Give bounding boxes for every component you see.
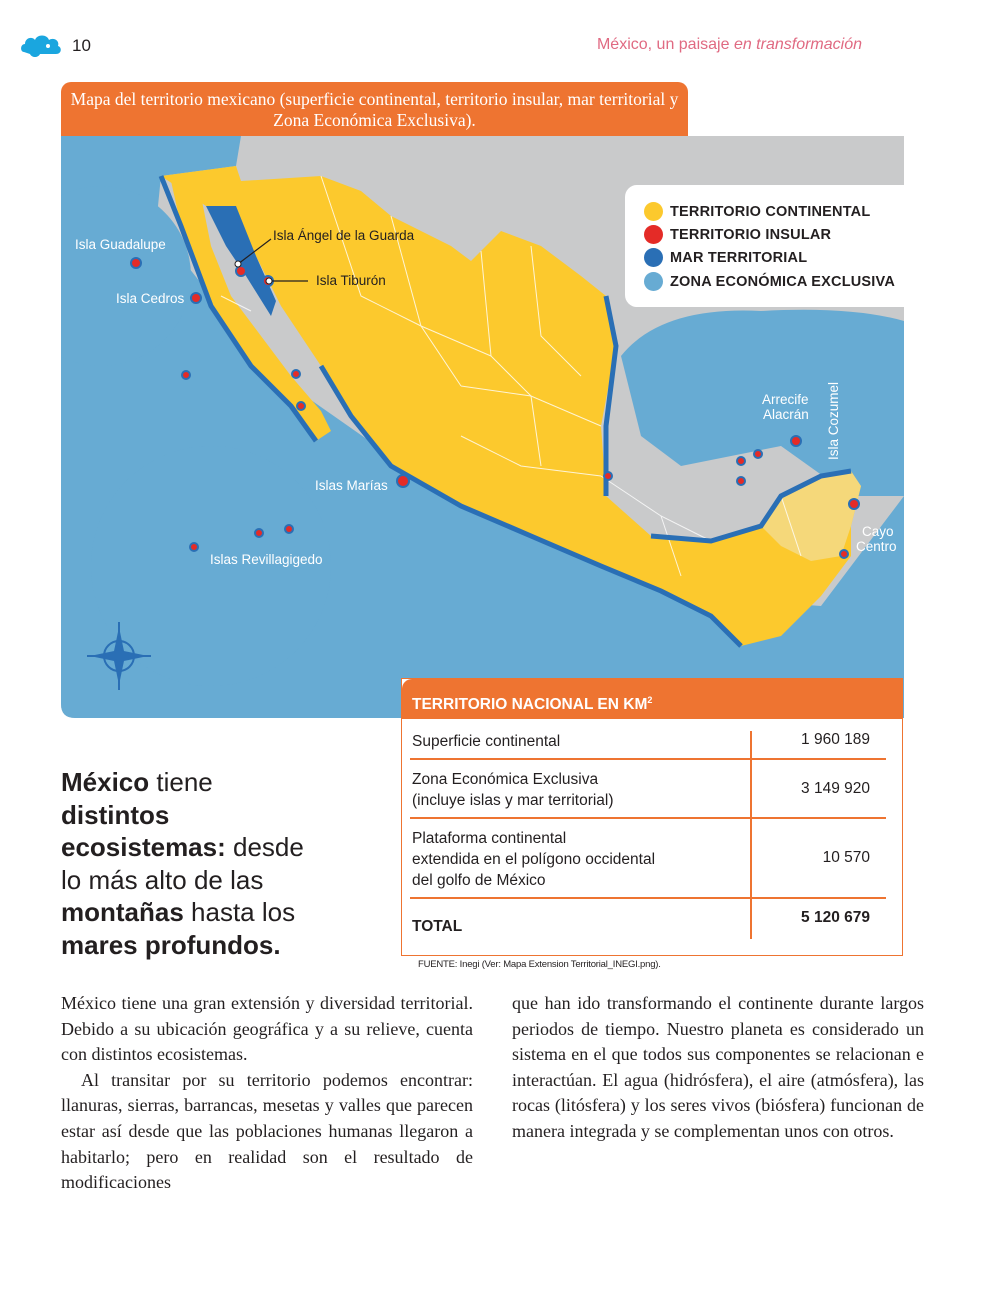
table-row-value: 1 960 189 — [801, 731, 870, 748]
table-row-label-line: Superficie continental — [412, 733, 561, 750]
pullquote — [61, 766, 351, 962]
label-islas-marias: Islas Marías — [315, 478, 388, 493]
map-legend — [625, 185, 904, 307]
body-paragraph: México tiene una gran extensión y diversidad territorial. Debido a su ubicación geográfica y a su relieve, cuenta con distintos ecosistemas. — [61, 993, 473, 1065]
pullquote-bold: ecosistemas: — [61, 832, 226, 863]
table-title-sup: 2 — [647, 695, 653, 705]
legend-dot-insular — [644, 225, 663, 244]
table-title-text: TERRITORIO NACIONAL EN KM — [412, 696, 648, 714]
island-guadalupe — [131, 258, 141, 268]
table-row-value: 3 149 920 — [801, 780, 870, 797]
page-number: 10 — [72, 36, 91, 55]
territory-table — [401, 678, 903, 956]
label-isla-cedros: Isla Cedros — [116, 291, 185, 306]
table-row-label-line: Zona Económica Exclusiva — [412, 771, 599, 788]
island-alacran — [791, 436, 801, 446]
pullquote-bold: mares profundos. — [61, 929, 281, 960]
table-total-value: 5 120 679 — [801, 909, 870, 926]
body-column-left — [61, 991, 473, 1196]
legend-item-insular — [644, 225, 831, 244]
table-row-label-line: (incluye islas y mar territorial) — [412, 792, 614, 809]
table-row-label-line: extendida en el polígono occidental — [412, 851, 656, 868]
body-paragraph: que han ido transformando el continente durante largos periodos de tiempo. Nuestro planeta es considerado un sistema en el que todos sus componentes se relacionan e interactúan. El agua (hidrósfera), el aire (atmósfera), las rocas (litósfera) y los seres vivos (biósfera) funcionan de manera integrada y se complementan unos con otros. — [512, 993, 924, 1141]
cloud-logo-icon — [20, 30, 62, 60]
running-title-plain: México, un paisaje — [596, 36, 734, 53]
label-isla-tiburon: Isla Tiburón — [316, 273, 386, 288]
legend-item-continental — [644, 202, 870, 221]
legend-item-zee — [644, 272, 895, 291]
legend-dot-mar-territorial — [644, 248, 663, 267]
body-column-right — [512, 991, 924, 1145]
legend-label: TERRITORIO CONTINENTAL — [670, 203, 871, 220]
pullquote-bold: México — [61, 767, 150, 797]
table-row-label-line: Plataforma continental — [412, 830, 567, 847]
running-title — [597, 36, 862, 54]
body-paragraph: Al transitar por su territorio podemos encontrar: llanuras, sierras, barrancas, mesetas y valles que parecen estar así desde que las poblaciones humanas llegaron a habitarlo; pero en realidad son el resultado de modificaciones — [61, 1069, 473, 1193]
label-cayo: Cayo — [862, 524, 894, 539]
table-row-label — [412, 731, 560, 752]
label-islas-revillagigedo: Islas Revillagigedo — [210, 552, 323, 567]
legend-dot-zee — [644, 272, 663, 291]
table-row-value: 10 570 — [822, 849, 870, 866]
table-row-label — [412, 828, 655, 891]
label-centro: Centro — [856, 539, 897, 554]
pullquote-bold: distintos — [61, 799, 170, 830]
label-isla-cozumel: Isla Cozumel — [826, 381, 841, 460]
table-row-label — [412, 769, 614, 811]
legend-label: TERRITORIO INSULAR — [670, 226, 832, 243]
table-row-label-line: del golfo de México — [412, 872, 546, 889]
island-cedros — [191, 293, 201, 303]
table-total-label: TOTAL — [412, 918, 463, 935]
legend-dot-continental — [644, 202, 663, 221]
table-source: FUENTE: Inegi (Ver: Mapa Extension Territorial_INEGI.png). — [418, 959, 661, 970]
pullquote-light: tiene — [149, 767, 213, 797]
legend-item-mar-territorial — [644, 248, 807, 267]
island-cayo-centro — [840, 550, 848, 558]
table-divider — [750, 731, 752, 939]
label-alacran: Alacrán — [763, 407, 809, 422]
island-marias — [397, 475, 409, 487]
table-row-divider — [410, 817, 886, 819]
island-cozumel — [849, 499, 859, 509]
pullquote-light: hasta los — [183, 897, 296, 928]
table-title — [402, 679, 902, 719]
map-title: Mapa del territorio mexicano (superficie continental, territorio insular, mar territorial y Zona Económica Exclusiva). — [61, 82, 688, 136]
legend-label: ZONA ECONÓMICA EXCLUSIVA — [670, 273, 895, 290]
label-isla-angel: Isla Ángel de la Guarda — [273, 228, 415, 243]
pullquote-light: lo más alto de las — [61, 864, 264, 895]
pullquote-bold: montañas — [61, 897, 184, 928]
table-row-divider — [410, 897, 886, 899]
label-isla-guadalupe: Isla Guadalupe — [75, 237, 166, 252]
pullquote-light: desde — [225, 832, 304, 863]
legend-label: MAR TERRITORIAL — [670, 249, 808, 266]
running-title-italic: en transformación — [733, 36, 862, 53]
island-revillagigedo-1 — [182, 371, 190, 379]
label-arrecife: Arrecife — [762, 392, 809, 407]
island-angel — [236, 266, 246, 276]
table-row-divider — [410, 758, 886, 760]
